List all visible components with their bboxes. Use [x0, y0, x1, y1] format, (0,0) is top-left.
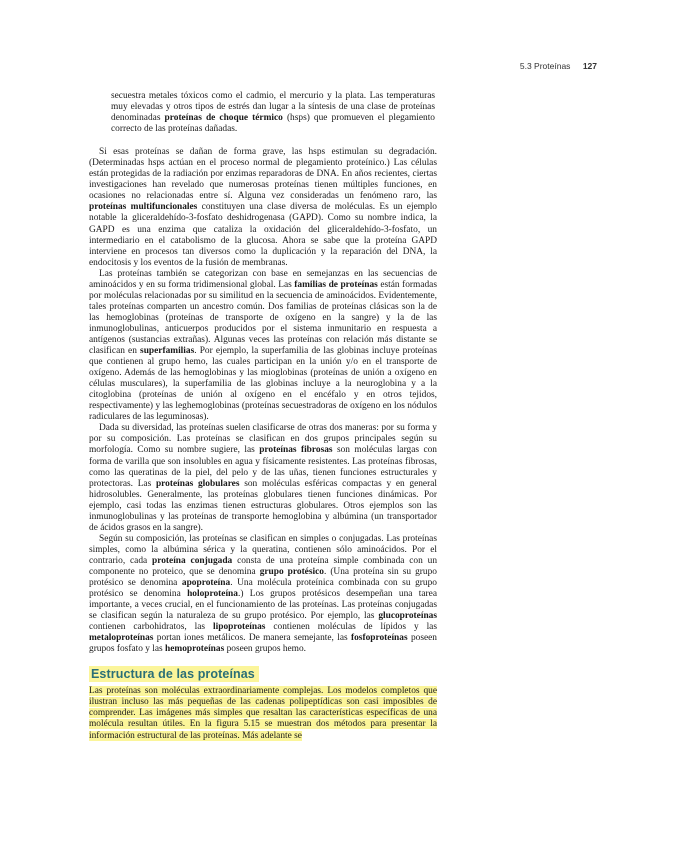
page-body	[89, 91, 437, 742]
running-head-section: 5.3 Proteínas	[519, 61, 571, 71]
highlighted-paragraph-text: Las proteínas son moléculas extraordinariamente complejas. Los modelos completos que ilustran incluso las más pequeñas de las cadenas polipeptídicas son casi imposibles de comprender. Las imágenes más simples que resaltan las características específicas de una molécula resultan útiles. En la figura 5.15 se muestran dos métodos para presentar la información estructural de las proteínas. Más adelante se	[89, 686, 437, 741]
body-paragraph-2: Si esas proteínas se dañan de forma grave, las hsps estimulan su degradación. (Determinadas hsps actúan en el proceso normal de plegamiento proteínico.) Las células están protegidas de la radiación por enzimas reparadoras de DNA. En años recientes, ciertas investigaciones han revelado que numerosas proteínas tienen múltiples funciones, en ocasiones no relacionadas entre sí. Alguna vez consideradas un fenómeno raro, las proteínas multifuncionales constituyen una clase diversa de moléculas. Es un ejemplo notable la gliceraldehído-3-fosfato deshidrogenasa (GAPD). Como su nombre indica, la GAPD es una enzima que cataliza la oxidación del gliceraldehído-3-fosfato, un intermediario en el catabolismo de la glucosa. Ahora se sabe que la proteína GAPD interviene en procesos tan diversos como la duplicación y la reparación del DNA, la endocitosis y los eventos de la fusión de membranas.	[89, 147, 437, 268]
body-paragraph-5: Según su composición, las proteínas se clasifican en simples o conjugadas. Las proteínas simples, como la albúmina sérica y la queratina, contienen sólo aminoácidos. Por el contrario, cada proteína conjugada consta de una proteína simple combinada con un componente no proteico, que se denomina grupo protésico. (Una proteína sin su grupo protésico se denomina apoproteína. Una molécula proteínica combinada con su grupo protésico se denomina holoproteína.) Los grupos protésicos desempeñan una tarea importante, a veces crucial, en el funcionamiento de las proteínas. Las proteínas conjugadas se clasifican según la naturaleza de su grupo protésico. Por ejemplo, las glucoproteínas contienen carbohidratos, las lipoproteínas contienen moléculas de lípidos y las metaloproteínas portan iones metálicos. De manera semejante, las fosfoproteínas poseen grupos fosfato y las hemoproteínas poseen grupos hemo.	[89, 533, 438, 655]
page-number: 127	[582, 61, 597, 71]
section-heading: Estructura de las proteínas	[89, 666, 259, 682]
running-head	[520, 61, 597, 71]
highlighted-paragraph	[89, 686, 437, 741]
body-paragraph-4: Dada su diversidad, las proteínas suelen clasificarse de otras dos maneras: por su forma y por su composición. Las proteínas se clasifican en dos grupos principales según su morfología. Como su nombre sugiere, las proteínas fibrosas son moléculas largas con forma de varilla que son insolubles en agua y físicamente resistentes. Las proteínas fibrosas, como las queratinas de la piel, del pelo y de las uñas, tienen funciones estructurales y protectoras. Las proteínas globulares son moléculas esféricas compactas y en general hidrosolubles. Generalmente, las proteínas globulares tienen funciones dinámicas. Por ejemplo, casi todas las enzimas tienen estructuras globulares. Otros ejemplos son las inmunoglobulinas y las proteínas de transporte hemoglobina y albúmina (un transportador de ácidos grasos en la sangre).	[89, 423, 437, 533]
body-paragraph-3: Las proteínas también se categorizan con base en semejanzas en las secuencias de aminoácidos y en su forma tridimensional global. Las familias de proteínas están formadas por moléculas relacionadas por su similitud en la secuencia de aminoácidos. Evidentemente, tales proteínas comparten un ancestro común. Dos familias de proteínas clásicas son la de las hemoglobinas (proteínas de transporte de oxígeno en la sangre) y la de las inmunoglobulinas, anticuerpos producidos por el sistema inmunitario en respuesta a antígenos (sustancias extrañas). Algunas veces las proteínas con relación más distante se clasifican en superfamilias. Por ejemplo, la superfamilia de las globinas incluye proteínas que contienen al grupo hemo, las cuales participan en la unión y/o en el transporte de oxígeno. Además de las hemoglobinas y las mioglobinas (proteínas de unión a oxígeno en células musculares), la superfamilia de las globinas incluye a la neuroglobina y a la citoglobina (proteínas de unión al oxígeno en el encéfalo y en otros tejidos, respectivamente) y las leghemoglobinas (proteínas secuestradoras de oxígeno en los nódulos radiculares de las leguminosas).	[89, 268, 437, 423]
body-paragraph-1: secuestra metales tóxicos como el cadmio, el mercurio y la plata. Las temperaturas muy elevadas y otros tipos de estrés dan lugar a la síntesis de una clase de proteínas denominadas proteínas de choque térmico (hsps) que promueven el plegamiento correcto de las proteínas dañadas.	[111, 91, 435, 135]
